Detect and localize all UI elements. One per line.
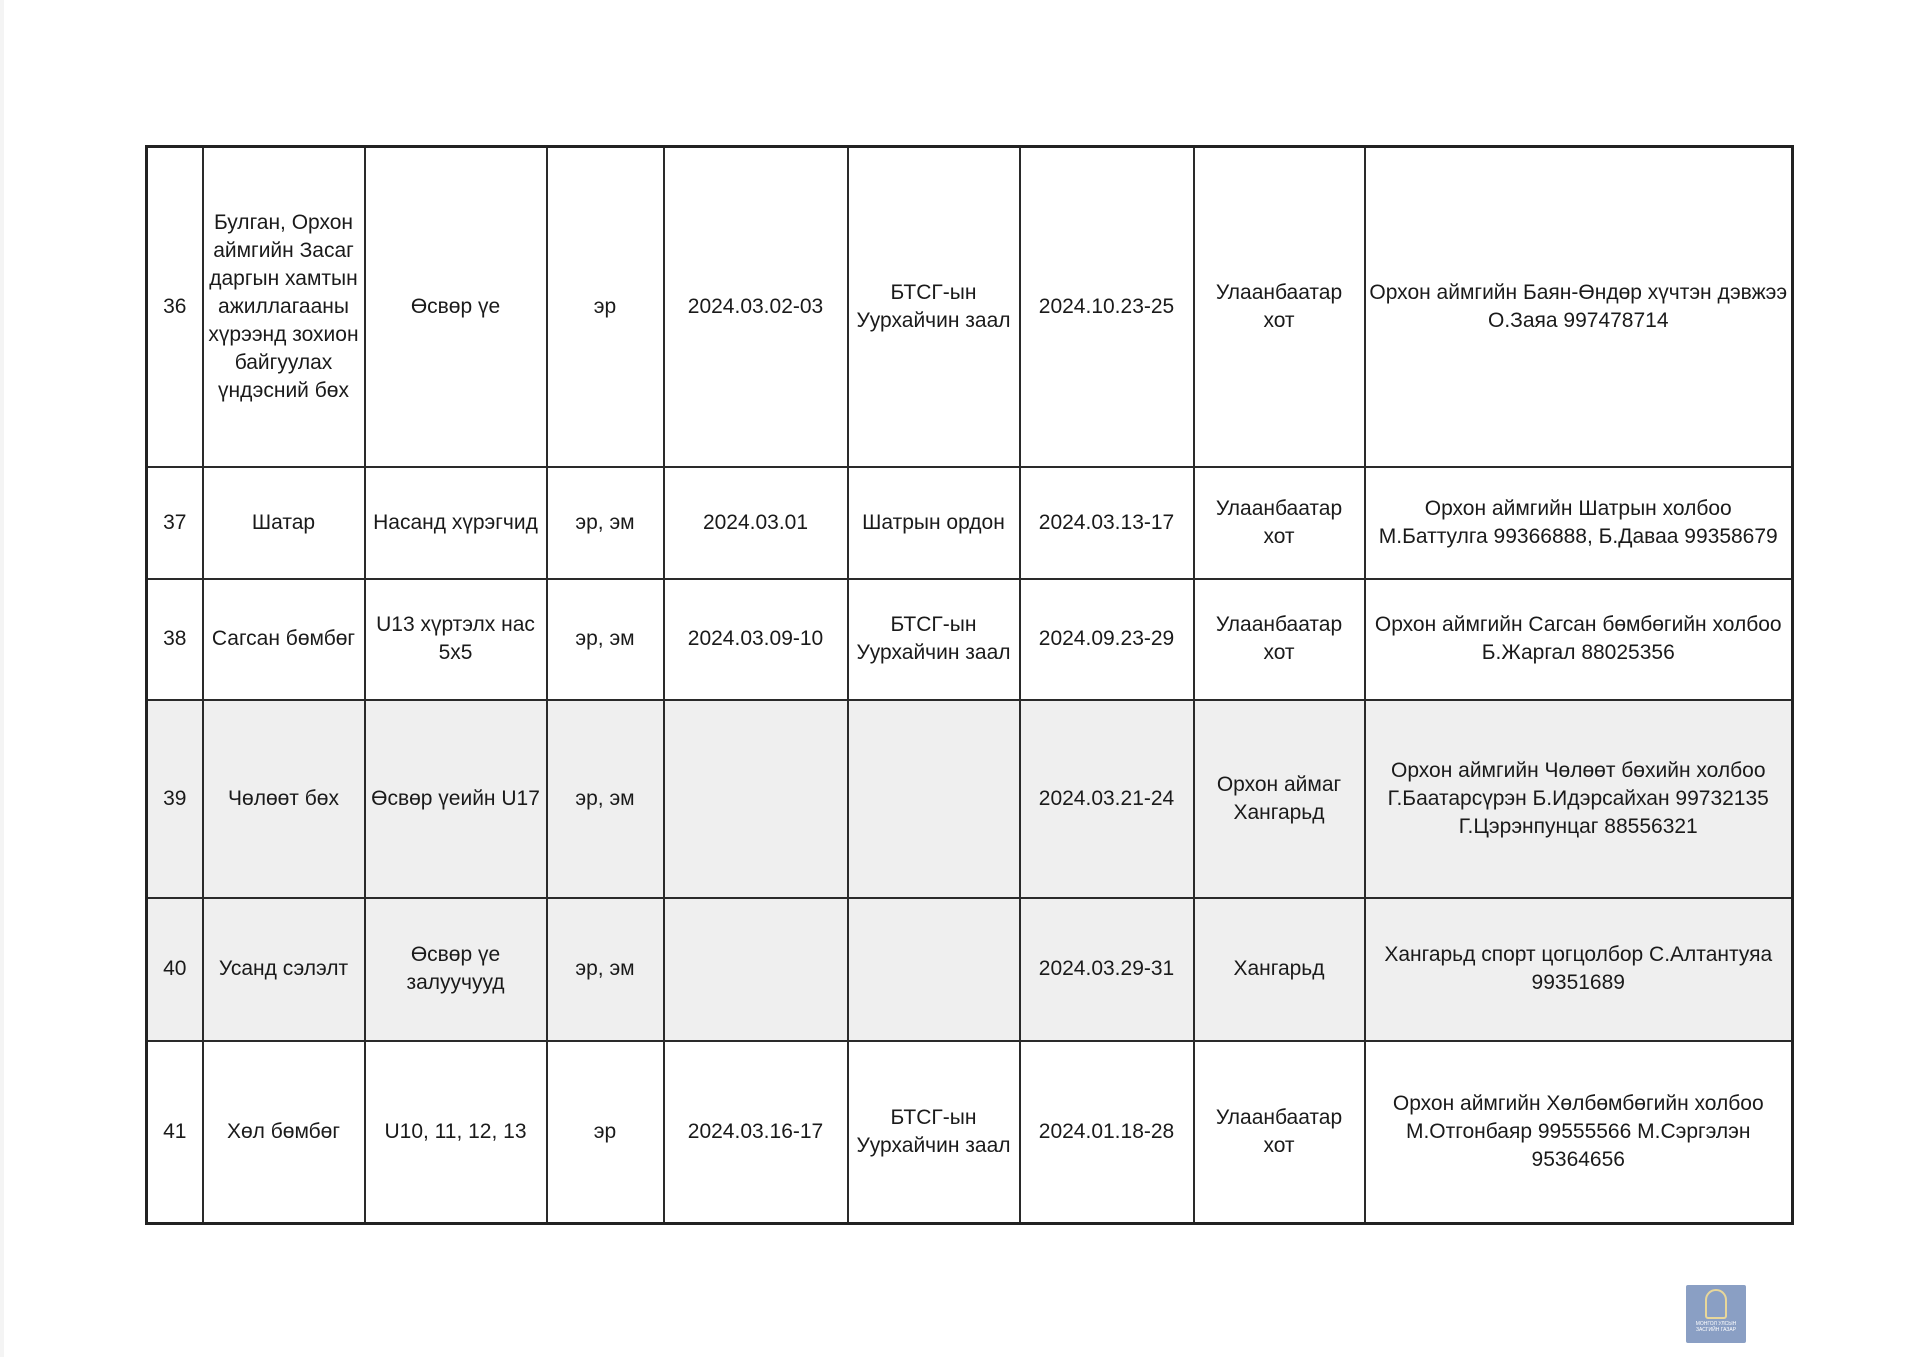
row-number: 37 <box>147 467 203 579</box>
location: Улаанбаатар хот <box>1194 579 1365 700</box>
sex: эр, эм <box>547 579 664 700</box>
venue: БТСГ-ын Уурхайчин заал <box>848 147 1020 467</box>
local-date <box>664 898 848 1041</box>
contact: Орхон аймгийн Чөлөөт бөхийн холбоо Г.Баатарсүрэн Б.Идэрсайхан 99732135 Г.Цэрэнпунцаг 88556321 <box>1365 700 1793 898</box>
competition-date: 2024.03.13-17 <box>1020 467 1194 579</box>
sport-name: Хөл бөмбөг <box>203 1041 365 1224</box>
local-date: 2024.03.01 <box>664 467 848 579</box>
age-group: U10, 11, 12, 13 <box>365 1041 547 1224</box>
location: Улаанбаатар хот <box>1194 1041 1365 1224</box>
row-number: 41 <box>147 1041 203 1224</box>
venue <box>848 700 1020 898</box>
sex: эр, эм <box>547 898 664 1041</box>
sport-name: Сагсан бөмбөг <box>203 579 365 700</box>
table-row <box>147 700 1793 898</box>
competition-date: 2024.10.23-25 <box>1020 147 1194 467</box>
age-group: Насанд хүрэгчид <box>365 467 547 579</box>
table-row <box>147 147 1793 467</box>
location: Хангарьд <box>1194 898 1365 1041</box>
local-date <box>664 700 848 898</box>
age-group: Өсвөр үеийн U17 <box>365 700 547 898</box>
age-group: U13 хүртэлх нас 5х5 <box>365 579 547 700</box>
age-group: Өсвөр үе <box>365 147 547 467</box>
contact: Орхон аймгийн Баян-Өндөр хүчтэн дэвжээ О.Заяа 997478714 <box>1365 147 1793 467</box>
age-group: Өсвөр үе залуучууд <box>365 898 547 1041</box>
sport-name: Булган, Орхон аймгийн Засаг даргын хамтын ажиллагааны хүрээнд зохион байгуулах үндэсний бөх <box>203 147 365 467</box>
contact: Орхон аймгийн Сагсан бөмбөгийн холбоо Б.Жаргал 88025356 <box>1365 579 1793 700</box>
row-number: 36 <box>147 147 203 467</box>
local-date: 2024.03.02-03 <box>664 147 848 467</box>
government-stamp <box>1686 1285 1746 1343</box>
row-number: 38 <box>147 579 203 700</box>
stamp-text: МОНГОЛ УЛСЫН ЗАСГИЙН ГАЗАР <box>1695 1321 1737 1333</box>
venue: Шатрын ордон <box>848 467 1020 579</box>
sex: эр, эм <box>547 467 664 579</box>
sport-name: Чөлөөт бөх <box>203 700 365 898</box>
competition-date: 2024.01.18-28 <box>1020 1041 1194 1224</box>
table-row <box>147 467 1793 579</box>
local-date: 2024.03.09-10 <box>664 579 848 700</box>
contact: Орхон аймгийн Хөлбөмбөгийн холбоо М.Отгонбаяр 99555566 М.Сэргэлэн 95364656 <box>1365 1041 1793 1224</box>
local-date: 2024.03.16-17 <box>664 1041 848 1224</box>
contact: Хангарьд спорт цогцолбор С.Алтантуяа 99351689 <box>1365 898 1793 1041</box>
sex: эр <box>547 1041 664 1224</box>
sport-name: Усанд сэлэлт <box>203 898 365 1041</box>
location: Орхон аймаг Хангарьд <box>1194 700 1365 898</box>
document-page <box>145 145 1794 1225</box>
table-row <box>147 1041 1793 1224</box>
venue: БТСГ-ын Уурхайчин заал <box>848 579 1020 700</box>
soyombo-emblem-icon <box>1705 1289 1727 1319</box>
sport-name: Шатар <box>203 467 365 579</box>
contact: Орхон аймгийн Шатрын холбоо М.Баттулга 99366888, Б.Даваа 99358679 <box>1365 467 1793 579</box>
competition-schedule-table <box>145 145 1794 1225</box>
venue: БТСГ-ын Уурхайчин заал <box>848 1041 1020 1224</box>
competition-date: 2024.09.23-29 <box>1020 579 1194 700</box>
scan-edge <box>0 0 4 1357</box>
row-number: 40 <box>147 898 203 1041</box>
sex: эр, эм <box>547 700 664 898</box>
venue <box>848 898 1020 1041</box>
location: Улаанбаатар хот <box>1194 467 1365 579</box>
table-row <box>147 579 1793 700</box>
table-row <box>147 898 1793 1041</box>
competition-date: 2024.03.29-31 <box>1020 898 1194 1041</box>
row-number: 39 <box>147 700 203 898</box>
location: Улаанбаатар хот <box>1194 147 1365 467</box>
sex: эр <box>547 147 664 467</box>
competition-date: 2024.03.21-24 <box>1020 700 1194 898</box>
